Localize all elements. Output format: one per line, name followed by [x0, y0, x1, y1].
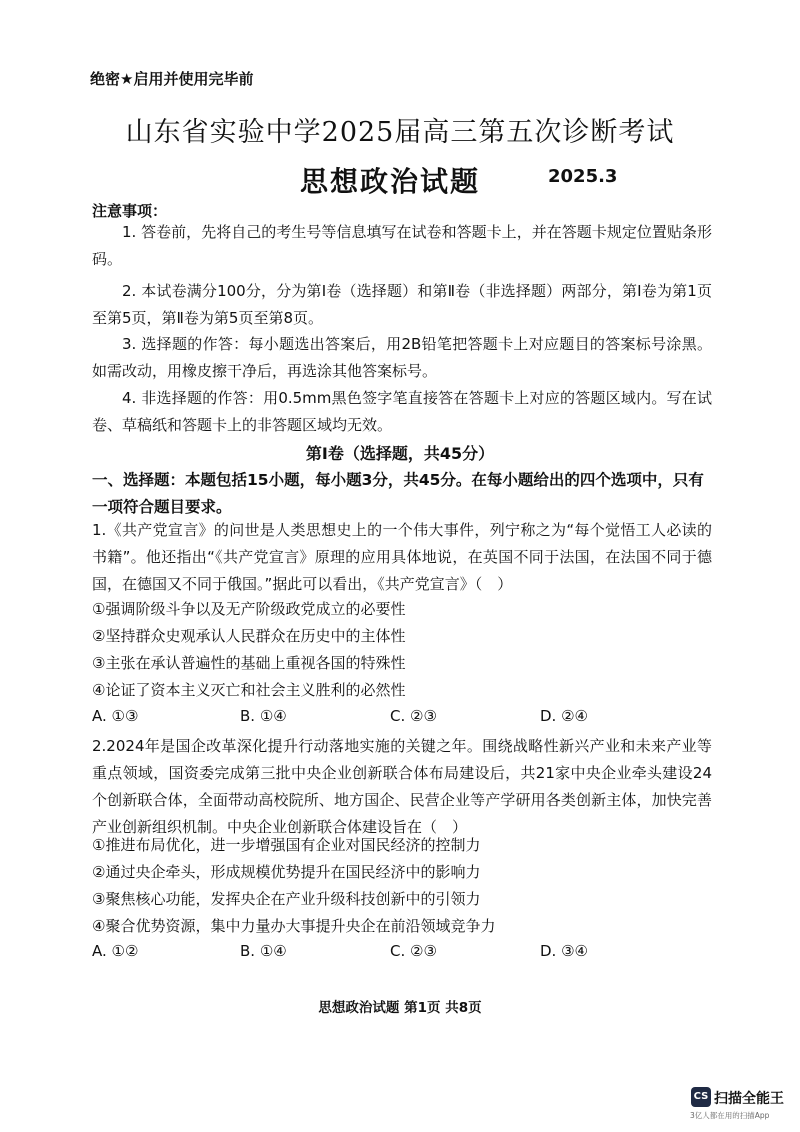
answer-choice-b: B. ①④ [240, 942, 287, 960]
camscanner-logo-icon: CS [691, 1087, 711, 1107]
notice-item: 4. 非选择题的作答：用0.5mm黑色签字笔直接答在答题卡上对应的答题区域内。写在试卷、草稿纸和答题卡上的非答题区域均无效。 [92, 389, 712, 434]
question-stem: 2.2024年是国企改革深化提升行动落地实施的关键之年。围绕战略性新兴产业和未来产业等重点领域，国资委完成第三批中央企业创新联合体布局建设后，共21家中央企业牵头建设24个创新联合体，全面带动高校院所、地方国企、民营企业等产学研用各类创新主体，加快完善产业创新组织机制。中央企业创新联合体建设旨在（ ） [92, 737, 712, 836]
question-statement: ④论证了资本主义灭亡和社会主义胜利的必然性 [92, 681, 406, 699]
exam-date: 2025.3 [548, 166, 618, 187]
part-instructions: 一、选择题：本题包括15小题，每小题3分，共45分。在每小题给出的四个选项中，只有一项符合题目要求。 [92, 471, 704, 516]
notice-item: 2. 本试卷满分100分，分为第Ⅰ卷（选择题）和第Ⅱ卷（非选择题）两部分，第Ⅰ卷为第1页至第5页，第Ⅱ卷为第5页至第8页。 [92, 282, 712, 327]
answer-choice-d: D. ③④ [540, 942, 588, 960]
notice-item: 1. 答卷前，先将自己的考生号等信息填写在试卷和答题卡上，并在答题卡规定位置贴条形码。 [92, 223, 712, 268]
question-stem: 1.《共产党宣言》的问世是人类思想史上的一个伟大事件，列宁称之为“每个觉悟工人必读的书籍”。他还指出“《共产党宣言》原理的应用具体地说，在英国不同于法国，在法国不同于德国，在德国又不同于俄国。”据此可以看出，《共产党宣言》（ ） [92, 521, 712, 593]
answer-choice-d: D. ②④ [540, 707, 588, 725]
question-statement: ③主张在承认普遍性的基础上重视各国的特殊性 [92, 654, 406, 672]
confidential-label: 绝密★启用并使用完毕前 [90, 70, 254, 88]
page-footer: 思想政治试题 第1页 共8页 [318, 1000, 482, 1016]
exam-subtitle: 思想政治试题 [300, 165, 481, 198]
notice-item: 3. 选择题的作答：每小题选出答案后，用2B铅笔把答题卡上对应题目的答案标号涂黑。如需改动，用橡皮擦干净后，再选涂其他答案标号。 [92, 335, 712, 380]
answer-choice-a: A. ①③ [92, 707, 139, 725]
answer-choice-c: C. ②③ [390, 707, 437, 725]
question-statement: ②通过央企牵头，形成规模优势提升在国民经济中的影响力 [92, 863, 481, 881]
question-statement: ④聚合优势资源，集中力量办大事提升央企在前沿领域竞争力 [92, 917, 496, 935]
answer-choice-b: B. ①④ [240, 707, 287, 725]
notice-heading: 注意事项： [92, 202, 168, 220]
answer-choice-c: C. ②③ [390, 942, 437, 960]
question-statement: ②坚持群众史观承认人民群众在历史中的主体性 [92, 627, 406, 645]
question-statement: ①推进布局优化，进一步增强国有企业对国民经济的控制力 [92, 836, 481, 854]
question-statement: ①强调阶级斗争以及无产阶级政党成立的必要性 [92, 600, 406, 618]
answer-choice-a: A. ①② [92, 942, 139, 960]
camscanner-name: 扫描全能王 [714, 1091, 784, 1107]
exam-title: 山东省实验中学2025届高三第五次诊断考试 [125, 117, 675, 148]
camscanner-tagline: 3亿人都在用的扫描App [690, 1111, 770, 1120]
section-heading: 第Ⅰ卷（选择题，共45分） [305, 444, 495, 463]
question-statement: ③聚焦核心功能，发挥央企在产业升级科技创新中的引领力 [92, 890, 481, 908]
